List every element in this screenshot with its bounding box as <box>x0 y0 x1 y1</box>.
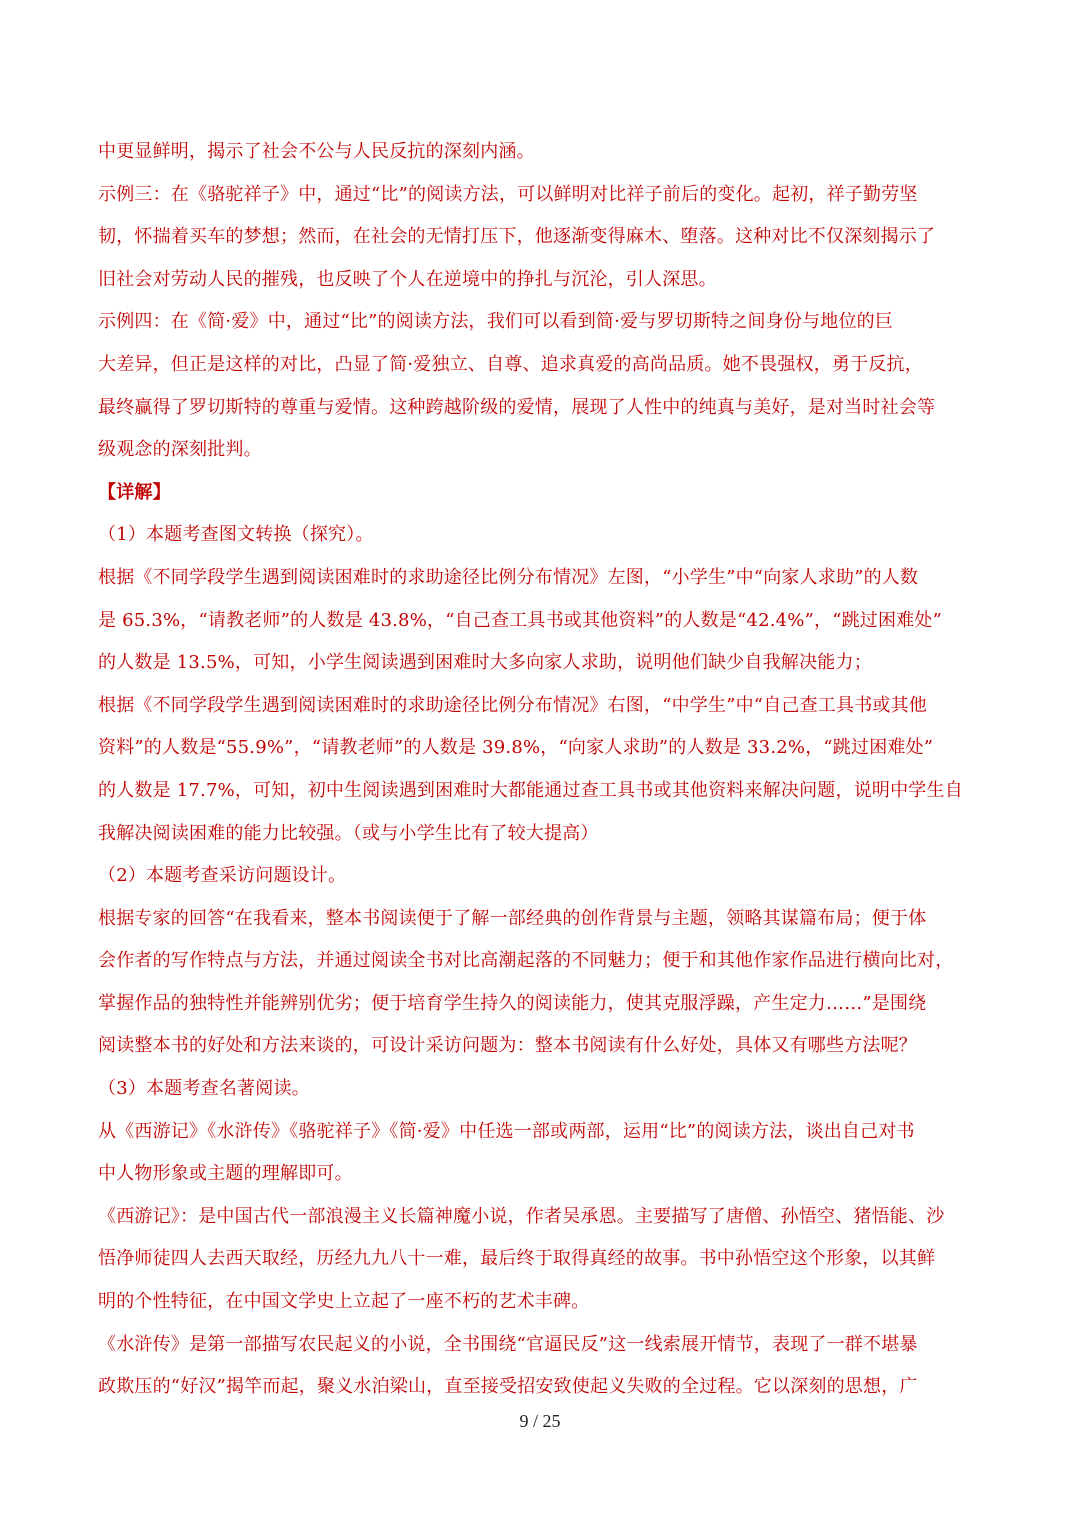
body-line: 政欺压的“好汉”揭竿而起，聚义水泊梁山，直至接受招安致使起义失败的全过程。它以深刻的思想，广 <box>98 1376 918 1398</box>
body-line: 是 65.3%，“请教老师”的人数是 43.8%，“自己查工具书或其他资料”的人数是“42.4%”，“跳过困难处” <box>98 609 943 631</box>
body-line: 示例四：在《简·爱》中，通过“比”的阅读方法，我们可以看到简·爱与罗切斯特之间身份与地位的巨 <box>98 311 894 333</box>
body-line: 根据《不同学段学生遇到阅读困难时的求助途径比例分布情况》右图，“中学生”中“自己查工具书或其他 <box>98 694 928 716</box>
body-line: 《水浒传》是第一部描写农民起义的小说，全书围绕“官逼民反”这一线索展开情节，表现了一群不堪暴 <box>98 1333 918 1355</box>
body-line: 会作者的写作特点与方法，并通过阅读全书对比高潮起落的不同魅力；便于和其他作家作品进行横向比对， <box>98 950 954 972</box>
body-line: 根据《不同学段学生遇到阅读困难时的求助途径比例分布情况》左图，“小学生”中“向家人求助”的人数 <box>98 566 919 588</box>
body-line: 资料”的人数是“55.9%”，“请教老师”的人数是 39.8%，“向家人求助”的人数是 33.2%，“跳过困难处” <box>98 737 934 759</box>
question-3-heading: （3）本题考查名著阅读。 <box>98 1078 310 1100</box>
body-line: 的人数是 17.7%，可知，初中生阅读遇到困难时大都能通过查工具书或其他资料来解决问题，说明中学生自 <box>98 779 963 801</box>
body-line: 中更显鲜明，揭示了社会不公与人民反抗的深刻内涵。 <box>98 141 535 162</box>
body-line: 旧社会对劳动人民的摧残，也反映了个人在逆境中的挣扎与沉沦，引人深思。 <box>98 268 717 290</box>
body-line: 掌握作品的独特性并能辨别优劣；便于培育学生持久的阅读能力，使其克服浮躁，产生定力……”是围绕 <box>98 992 927 1014</box>
question-2-heading: （2）本题考查采访问题设计。 <box>98 865 347 887</box>
section-heading-detail: 【详解】 <box>98 481 171 503</box>
body-line: 明的个性特征，在中国文学史上立起了一座不朽的艺术丰碑。 <box>98 1291 590 1313</box>
body-line: 最终赢得了罗切斯特的尊重与爱情。这种跨越阶级的爱情，展现了人性中的纯真与美好，是对当时社会等 <box>98 396 936 418</box>
body-line: 大差异，但正是这样的对比，凸显了简·爱独立、自尊、追求真爱的高尚品质。她不畏强权，勇于反抗， <box>98 353 923 375</box>
body-line: 韧，怀揣着买车的梦想；然而，在社会的无情打压下，他逐渐变得麻木、堕落。这种对比不仅深刻揭示了 <box>98 226 936 248</box>
body-line: 的人数是 13.5%，可知，小学生阅读遇到困难时大多向家人求助，说明他们缺少自我解决能力； <box>98 652 872 674</box>
body-line: 《西游记》：是中国古代一部浪漫主义长篇神魔小说，作者吴承恩。主要描写了唐僧、孙悟空、猪悟能、沙 <box>98 1205 945 1227</box>
body-line: 示例三：在《骆驼祥子》中，通过“比”的阅读方法，可以鲜明对比祥子前后的变化。起初，祥子勤劳坚 <box>98 183 918 205</box>
body-line: 悟净师徒四人去西天取经，历经九九八十一难，最后终于取得真经的故事。书中孙悟空这个形象，以其鲜 <box>98 1248 936 1270</box>
body-line: 从《西游记》《水浒传》《骆驼祥子》《简·爱》中任选一部或两部，运用“比”的阅读方法，谈出自己对书 <box>98 1120 915 1142</box>
body-line: 级观念的深刻批判。 <box>98 439 262 461</box>
body-line: 中人物形象或主题的理解即可。 <box>98 1163 353 1185</box>
document-body <box>98 131 988 1409</box>
body-line: 阅读整本书的好处和方法来谈的，可设计采访问题为：整本书阅读有什么好处，具体又有哪些方法呢？ <box>98 1035 917 1057</box>
body-line: 根据专家的回答“在我看来，整本书阅读便于了解一部经典的创作背景与主题，领略其谋篇布局；便于体 <box>98 907 927 929</box>
page-number: 9 / 25 <box>519 1411 561 1431</box>
question-1-heading: （1）本题考查图文转换（探究）。 <box>98 524 374 546</box>
body-line: 我解决阅读困难的能力比较强。（或与小学生比有了较大提高） <box>98 822 599 844</box>
